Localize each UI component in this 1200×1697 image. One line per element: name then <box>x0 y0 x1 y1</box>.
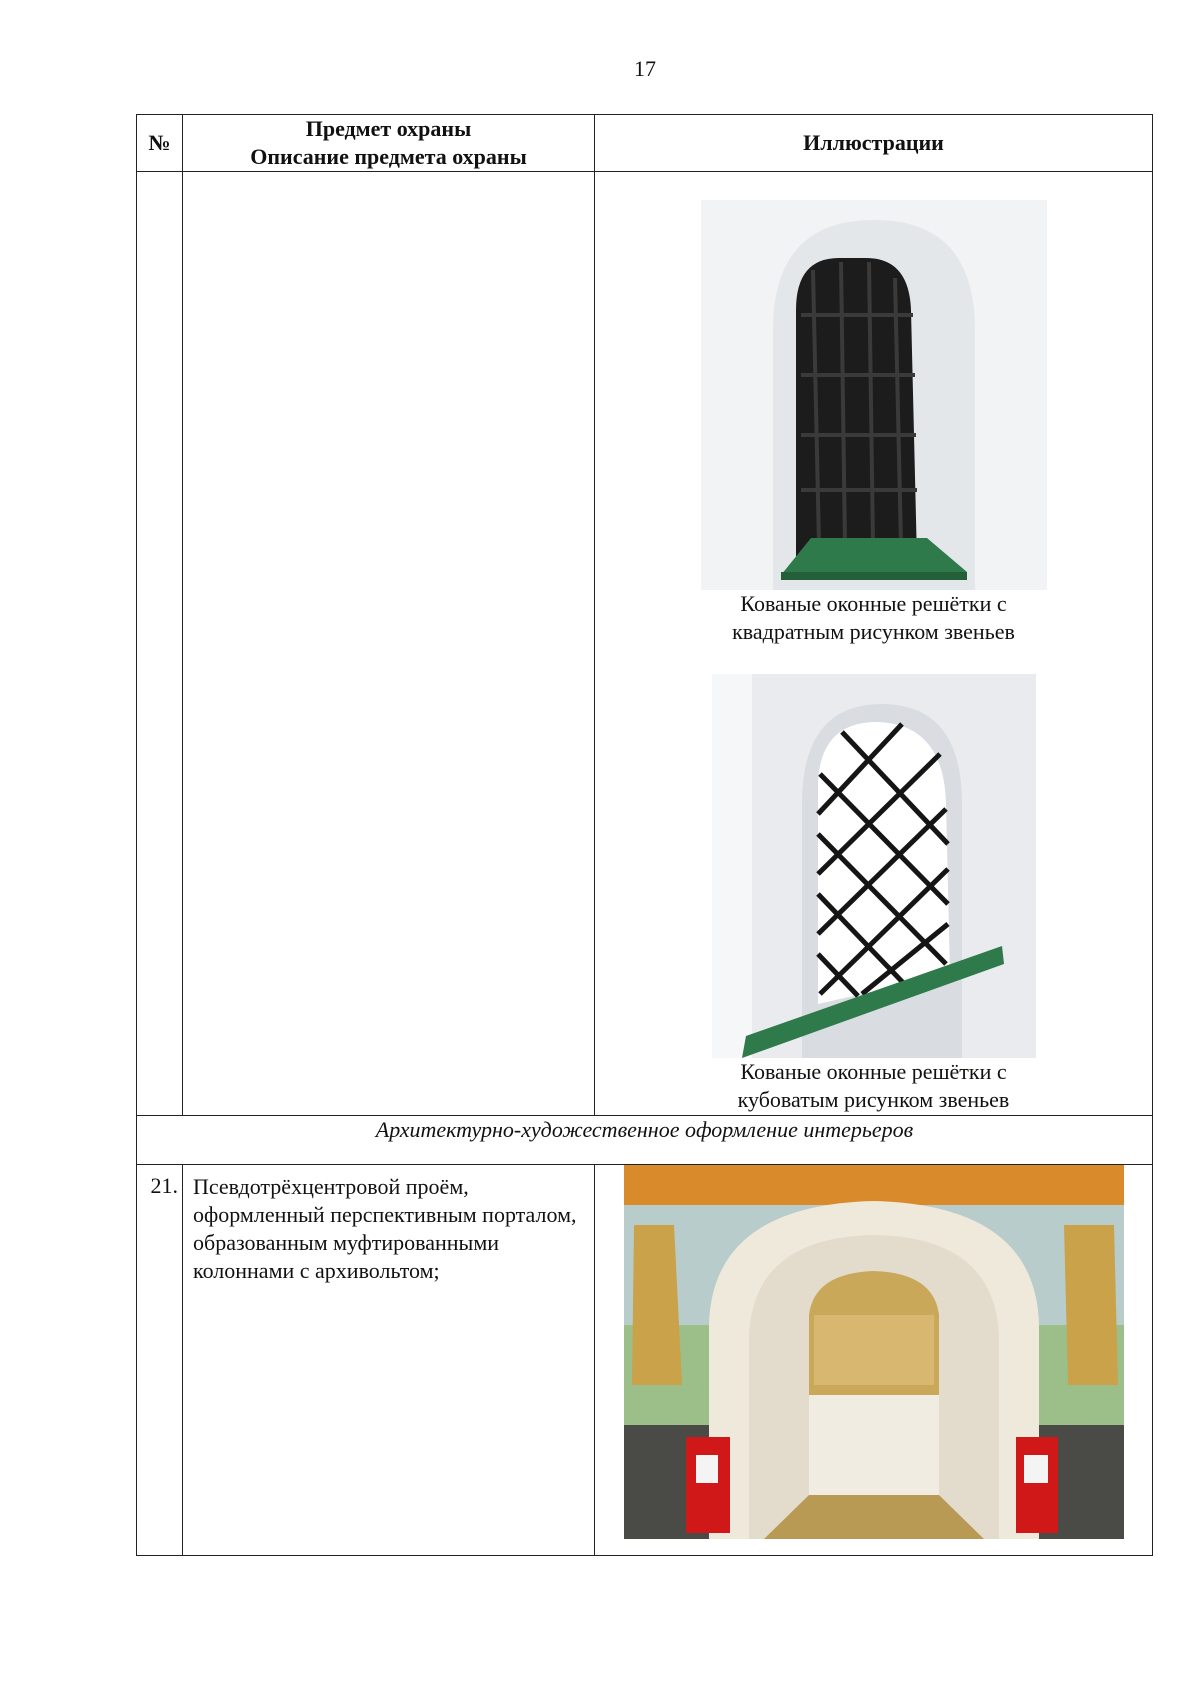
row-number: 21. <box>137 1165 183 1556</box>
row-illustration-cell <box>595 1165 1153 1556</box>
photo-square-grille-window <box>701 200 1047 590</box>
figure-1-caption <box>595 590 1152 646</box>
figure-1-caption-line2: квадратным рисунком звеньев <box>732 619 1015 644</box>
photo-portal-interior <box>624 1165 1124 1539</box>
figure-1-caption-line1: Кованые оконные решётки с <box>740 591 1007 616</box>
header-subject-line2: Описание предмета охраны <box>250 144 527 169</box>
table-row <box>137 1165 1153 1556</box>
header-number: № <box>137 115 183 172</box>
row-description: Псевдотрёхцентровой проём, оформленный перспективным порталом, образованным муфтированными колоннами с архивольтом; <box>183 1165 595 1556</box>
header-row <box>137 115 1153 172</box>
illustrations-cell <box>595 172 1153 1116</box>
protection-table <box>136 114 1153 1556</box>
figure-2-caption-line2: кубоватым рисунком звеньев <box>737 1087 1010 1112</box>
header-subject-line1: Предмет охраны <box>305 116 472 141</box>
page-number: 17 <box>634 56 656 81</box>
section-title: Архитектурно-художественное оформление интерьеров <box>137 1116 1153 1165</box>
figures-row <box>137 172 1153 1116</box>
header-illustrations: Иллюстрации <box>595 115 1153 172</box>
section-row <box>137 1116 1153 1165</box>
figure-2-caption <box>595 1058 1152 1114</box>
header-subject <box>183 115 595 172</box>
figure-2-caption-line1: Кованые оконные решётки с <box>740 1059 1007 1084</box>
empty-description-cell <box>183 172 595 1116</box>
photo-diagonal-grille-window <box>712 674 1036 1058</box>
empty-number-cell <box>137 172 183 1116</box>
